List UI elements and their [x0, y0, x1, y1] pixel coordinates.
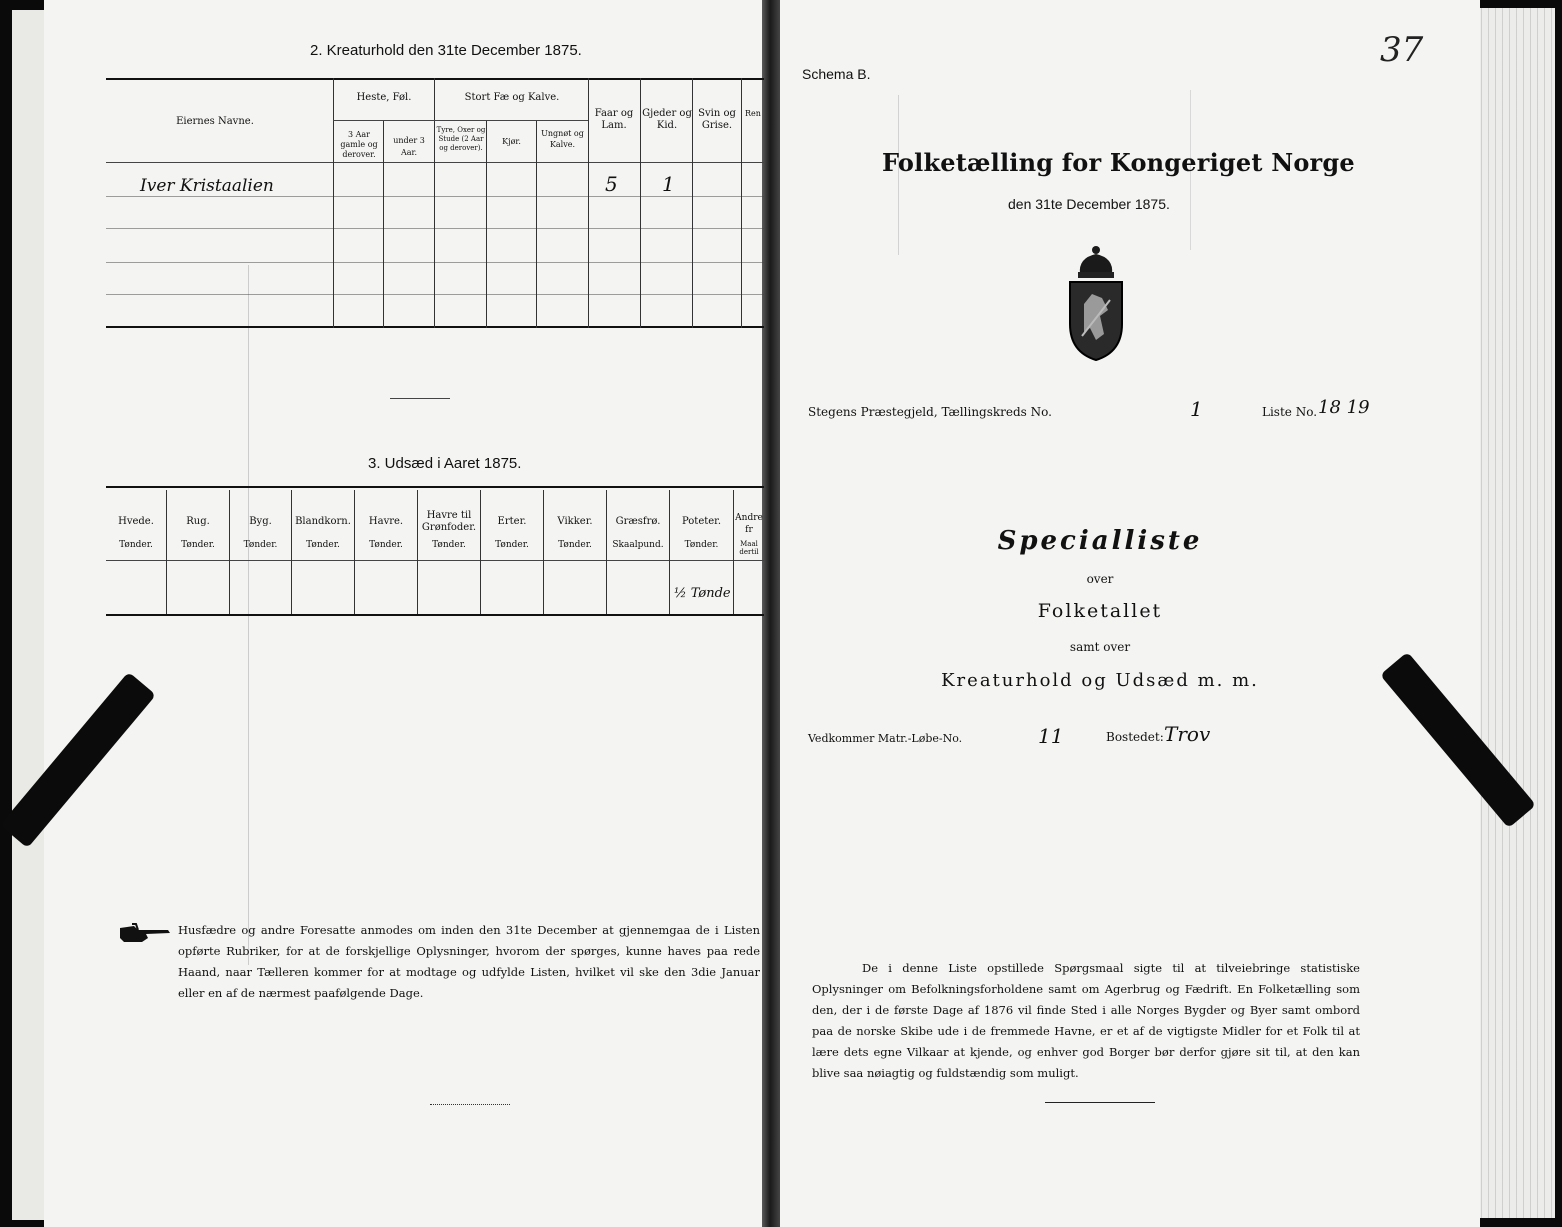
seed-col-header: Havre til Grønfoder. [421, 510, 477, 533]
footer-dots [430, 1104, 510, 1105]
census-date: den 31te December 1875. [1008, 196, 1170, 212]
owner-column-header: Eiernes Navne. [176, 116, 254, 127]
district-number: 1 [1190, 397, 1203, 421]
kreaturhold-heading: Kreaturhold og Udsæd m. m. [941, 670, 1259, 691]
col-divider [333, 78, 334, 328]
cattle-sub-header: Tyre, Oxer og Stude (2 Aar og derover). [436, 126, 486, 152]
col-divider [486, 120, 487, 328]
seed-col-header: Andre fr [735, 513, 763, 535]
seed-unit: Tønder. [119, 540, 153, 550]
bosted-label: Bostedet: [1106, 730, 1164, 744]
seed-unit: Skaalpund. [612, 540, 664, 550]
horses-sub-header: under 3 Aar. [393, 136, 425, 157]
matr-number: 11 [1038, 724, 1064, 748]
matr-label: Vedkommer Matr.-Løbe-No. [808, 732, 963, 745]
seed-col-header: Rug. [186, 516, 210, 527]
seed-table-top-rule [106, 486, 764, 488]
seed-unit: Tønder. [558, 540, 592, 550]
samt-over-text: samt over [1069, 640, 1131, 654]
col-divider [741, 78, 742, 328]
col-divider [536, 120, 537, 328]
list-number: 18 19 [1318, 397, 1370, 418]
separator-line [390, 398, 450, 399]
reindeer-header: Ren [745, 109, 761, 118]
over-text: over [1086, 572, 1114, 586]
col-divider [640, 78, 641, 328]
pigs-header: Svin og Grise. [698, 108, 736, 131]
schema-label: Schema B. [802, 66, 871, 82]
table-top-rule [106, 78, 764, 80]
col-divider [606, 490, 607, 614]
footer-paragraph: De i denne Liste opstillede Spørgsmaal sigte til at tilveiebringe statistiske Oplysninger om Befolkningsforholdene samt om Agerbrug og Fædrift. En Folketælling som den, der i de første Dage af 1876 vil finde Sted i alle Norges Bygder og Byer samt ombord paa de norske Skibe ude i de fremmede Havne, er et af de vigtigste Midler for et Folk til at lære dets egne Vilkaar at kjende, og enhver god Borger bør derfor gjøre sit til, at den kan blive saa nøiagtig og fuldstændig som muligt. [812, 961, 1360, 1080]
seed-table-bottom-rule [106, 614, 764, 616]
section3-title: 3. Udsæd i Aaret 1875. [368, 455, 522, 472]
col-divider [417, 490, 418, 614]
seed-unit: Tønder. [432, 540, 466, 550]
specialliste-heading: Specialliste [997, 526, 1203, 556]
pointing-hand-icon [118, 922, 172, 946]
notice-paragraph: Husfædre og andre Foresatte anmodes om inden den 31te December at gjennemgaa de i Listen opførte Rubriker, for at de forskjellige Oplysninger, hvorom der spørges, kunne haves paa rede Haand, naar Tælleren kommer for at modtage og udfylde Listen, hvilket vil ske den 3die Januar eller en af de nærmest paafølgende Dage. [178, 923, 760, 1000]
col-divider [354, 490, 355, 614]
col-divider [669, 490, 670, 614]
row-rule [106, 196, 764, 197]
seed-unit: Tønder. [684, 540, 719, 550]
cattle-sub-header: Kjør. [502, 137, 521, 146]
seed-col-header: Erter. [497, 516, 527, 527]
row-rule [106, 228, 764, 229]
seed-col-header: Hvede. [118, 516, 154, 527]
col-divider [480, 490, 481, 614]
sheep-header: Faar og Lam. [594, 108, 634, 131]
parish-label: Stegens Præstegjeld, Tællingskreds No. [808, 405, 1052, 419]
seed-header-rule [106, 560, 764, 561]
seed-unit: Tønder. [243, 540, 278, 550]
bosted-entry: Trov [1164, 722, 1211, 746]
seed-col-header: Havre. [368, 516, 404, 527]
potato-entry: ½ Tønde [674, 586, 731, 601]
folketallet-heading: Folketallet [1037, 600, 1163, 622]
page-edges [1474, 8, 1554, 1218]
goats-header: Gjeder og Kid. [642, 108, 692, 131]
sheep-count-entry: 5 [605, 172, 618, 196]
horses-group-header: Heste, Føl. [356, 92, 412, 103]
closing-rule [1045, 1102, 1155, 1103]
row-rule [106, 262, 764, 263]
seed-col-header: Vikker. [557, 516, 593, 527]
seed-unit: Tønder. [306, 540, 340, 550]
row-rule [106, 294, 764, 295]
book-gutter [762, 0, 780, 1227]
cattle-sub-header: Ungnøt og Kalve. [541, 129, 584, 149]
col-divider [588, 78, 589, 328]
sub-rule [333, 120, 434, 121]
list-label: Liste No. [1262, 405, 1318, 419]
col-divider [434, 78, 435, 328]
seed-unit: Tønder. [495, 540, 529, 550]
seed-col-header: Græsfrø. [615, 516, 661, 527]
seed-col-header: Poteter. [681, 516, 722, 527]
cattle-group-header: Stort Fæ og Kalve. [464, 92, 560, 103]
col-divider [291, 490, 292, 614]
page-number: 37 [1380, 30, 1424, 70]
seed-col-header: Blandkorn. [295, 516, 351, 527]
sub-rule [434, 120, 588, 121]
seed-unit: Tønder. [369, 540, 403, 550]
header-rule [106, 162, 764, 163]
col-divider [543, 490, 544, 614]
seed-col-header: Byg. [249, 516, 272, 527]
col-divider [692, 78, 693, 328]
horses-sub-header: 3 Aar gamle og derover. [340, 130, 378, 159]
owner-name-entry: Iver Kristaalien [140, 176, 274, 196]
coat-of-arms-icon [1062, 244, 1130, 364]
section2-title: 2. Kreaturhold den 31te December 1875. [310, 42, 582, 59]
col-divider [166, 490, 167, 614]
col-divider [229, 490, 230, 614]
table-bottom-rule [106, 326, 764, 328]
census-title: Folketælling for Kongeriget Norge [882, 148, 1355, 177]
seed-unit: Tønder. [181, 540, 215, 550]
goats-count-entry: 1 [662, 172, 675, 196]
seed-unit: Maal dertil [739, 540, 759, 556]
